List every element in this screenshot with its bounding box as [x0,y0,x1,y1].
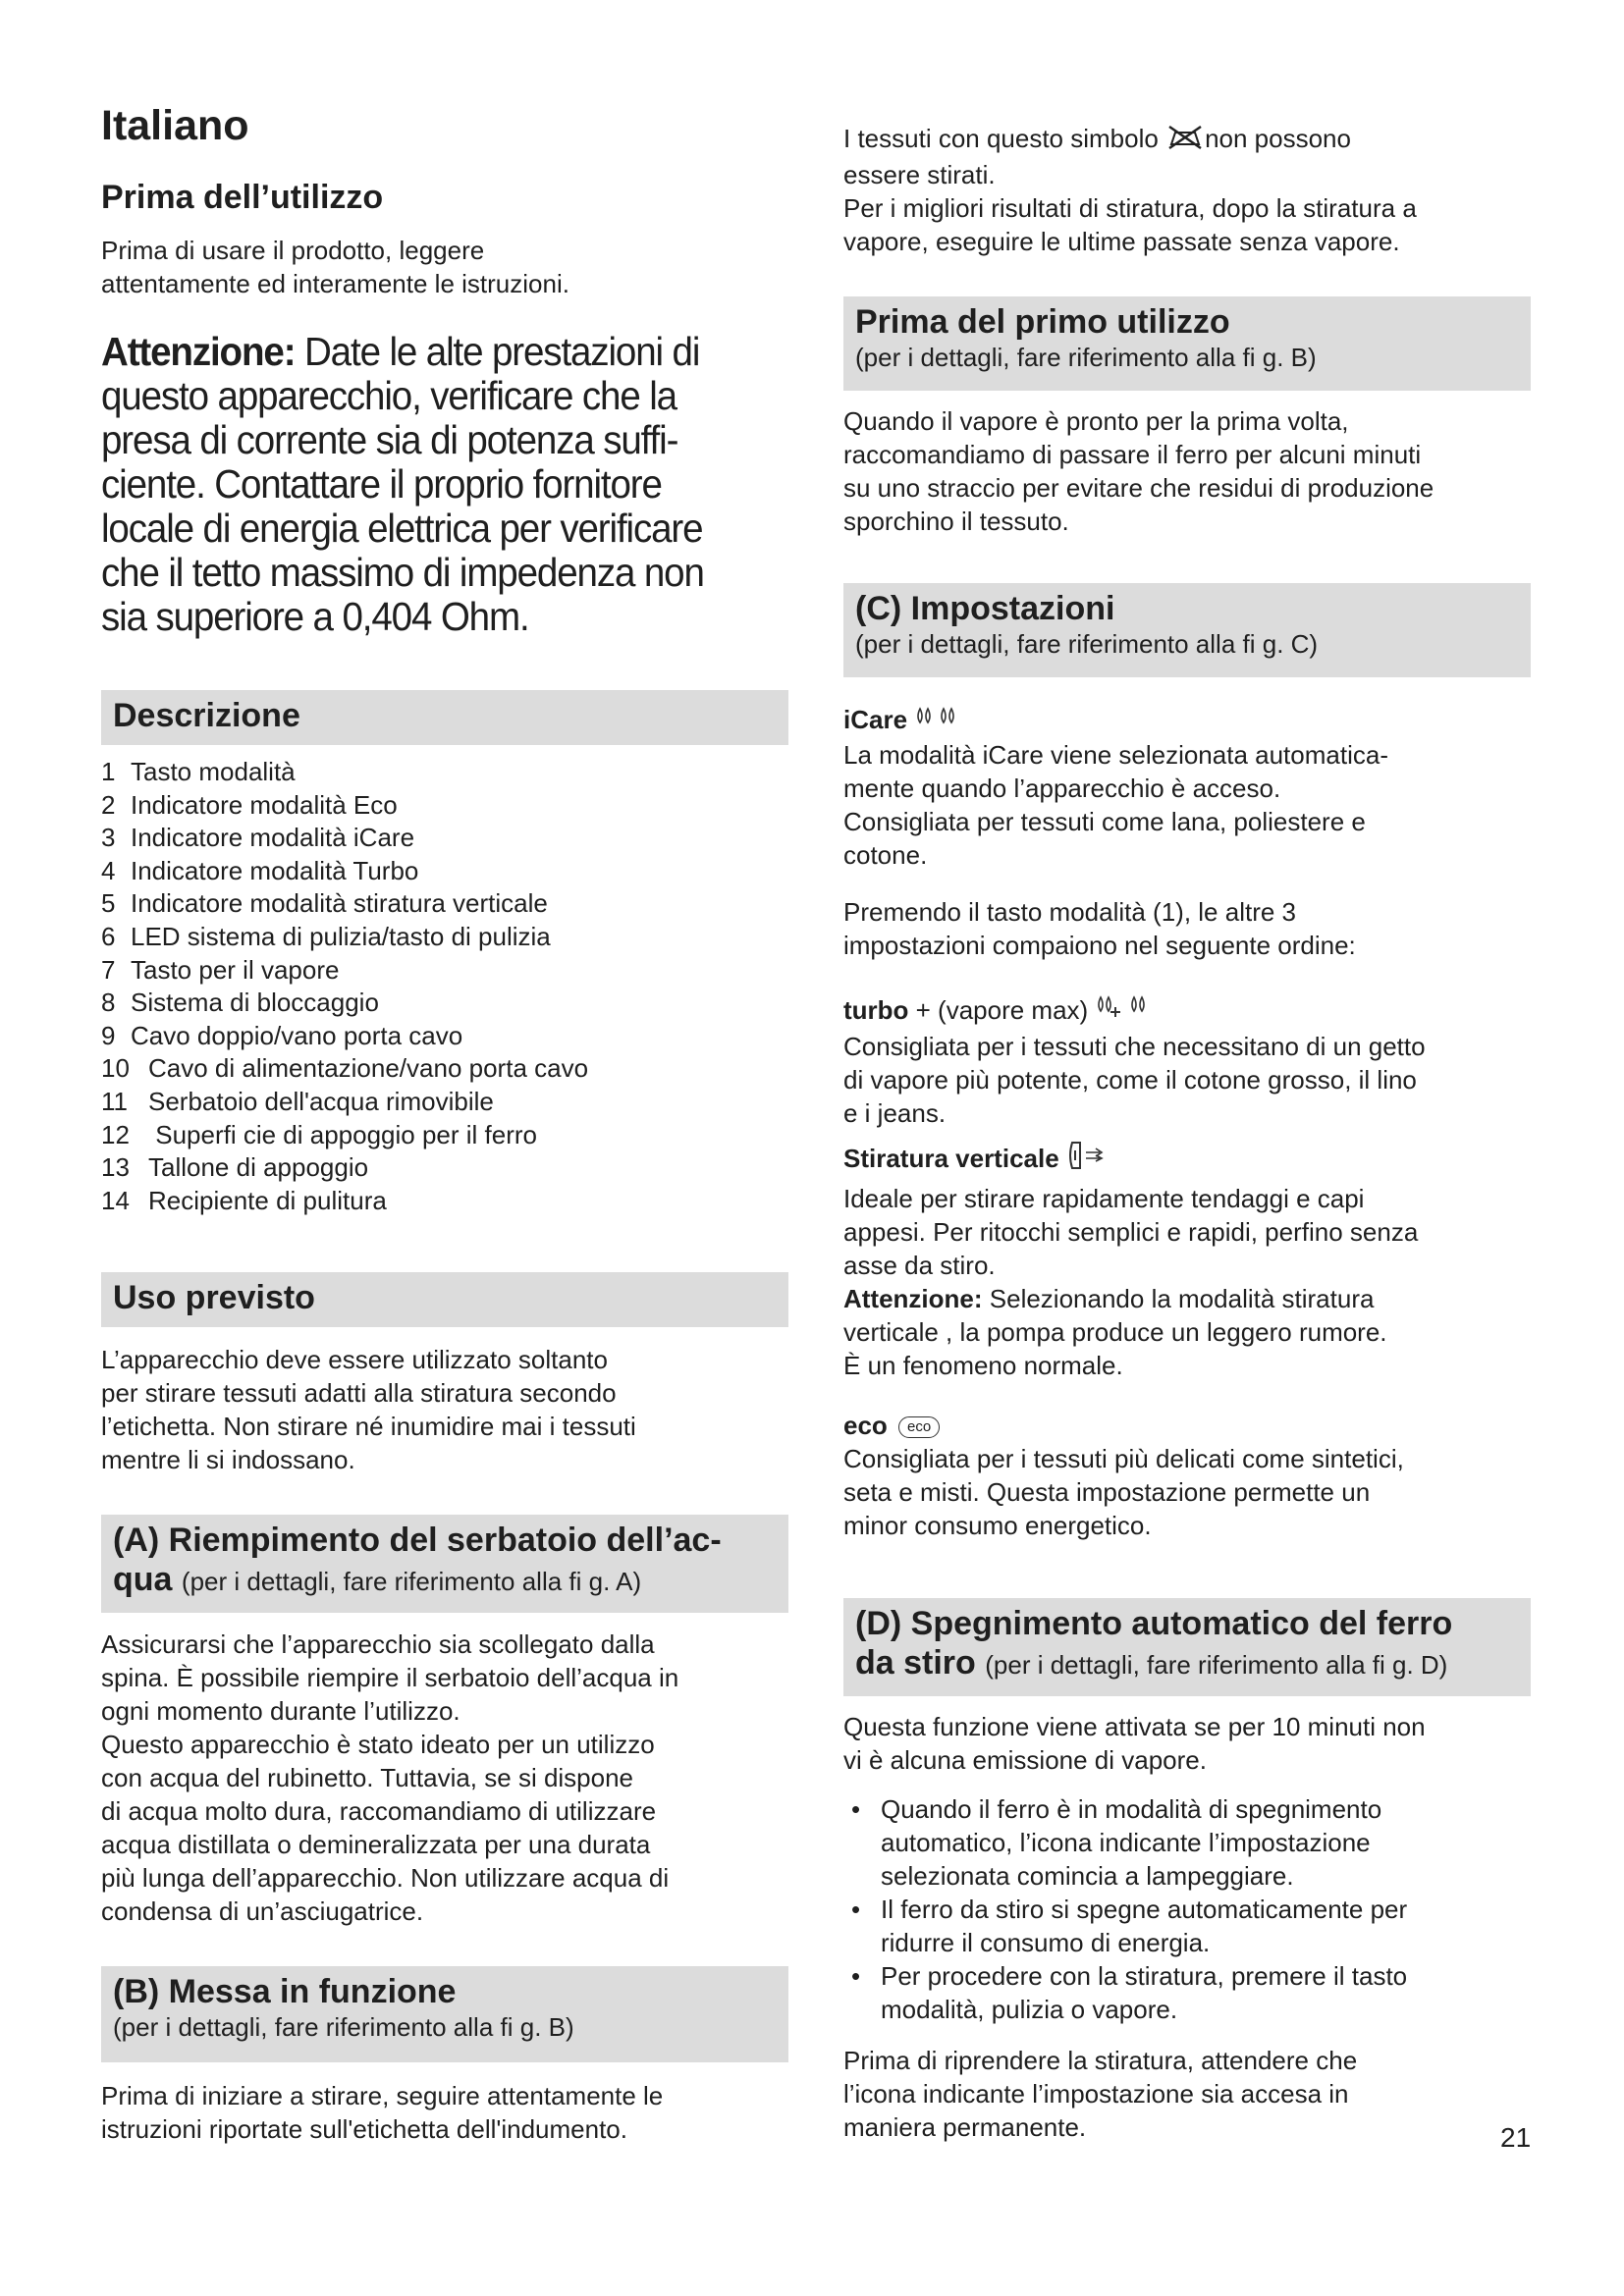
section-d-heading: (D) Spegnimento automatico del ferro [855,1605,1453,1642]
steam-drop-icon [914,705,957,738]
item-text: Indicatore modalità iCare [131,823,415,853]
list-item [101,855,588,888]
text-line: questo apparecchio, verificare che la [101,373,677,418]
item-number: 1 [101,757,116,786]
vertical-block [843,1139,1531,1382]
text-line: Questa funzione viene attivata se per 10 minuti non [843,1712,1426,1741]
text-line: Per procedere con la stiratura, premere il tasto [881,1961,1408,1991]
list-item [101,789,588,823]
text-line: e i jeans. [843,1098,947,1129]
text-line: minor consumo energetico. [843,1511,1152,1540]
text-line: raccomandiamo di passare il ferro per alcuni minuti [843,440,1422,469]
text-line: selezionata comincia a lampeggiare. [881,1861,1294,1891]
text-line: che il tetto massimo di impedenza non [101,550,704,595]
text-line: istruzioni riportate sull'etichetta dell'indumento. [101,2114,627,2144]
text-line: Consigliata per i tessuti che necessitano di un getto [843,1032,1426,1062]
item-number: 10 [101,1053,130,1084]
section-b-header [101,1966,788,2062]
turbo-label: turbo [843,995,909,1025]
text-line: presa di corrente sia di potenza suffi- [101,417,678,462]
item-number: 12 [101,1119,130,1149]
list-item [101,756,588,789]
section-c-subtitle: (per i dettagli, fare riferimento alla fi g. C) [855,629,1319,659]
text-line: cotone. [843,840,928,871]
bullet: • [851,1794,861,1824]
text-line: Date le alte prestazioni di [295,329,700,374]
text-line: appesi. Per ritocchi semplici e rapidi, perfino senza [843,1217,1419,1247]
text-line: Prima di riprendere la stiratura, attendere che [843,2046,1358,2075]
text-line: spina. È possibile riempire il serbatoio dell’acqua in [101,1663,679,1692]
item-text: Superfi cie di appoggio per il ferro [148,1119,538,1149]
premendo-text [843,895,1531,962]
text-line: ogni momento durante l’utilizzo. [101,1696,460,1726]
eco-label: eco [843,1411,888,1440]
text-line: È un fenomeno normale. [843,1351,1123,1380]
list-item [843,1792,1531,1893]
text-line: Consigliata per i tessuti più delicati come sintetici, [843,1444,1404,1473]
text-line: mente quando l’apparecchio è acceso. [843,774,1281,804]
icare-label: iCare [843,705,908,734]
item-number: 6 [101,921,116,951]
text-line: Quando il ferro è in modalità di spegnimento [881,1794,1382,1824]
vertical-steam-icon [1066,1139,1110,1182]
eco-badge-icon: eco [898,1416,940,1438]
item-text: Cavo di alimentazione/vano porta cavo [148,1053,589,1084]
descrizione-heading: Descrizione [113,697,300,734]
text-line: Premendo il tasto modalità (1), le altre 3 [843,897,1296,927]
item-number: 7 [101,954,116,985]
text-line: locale di energia elettrica per verificare [101,506,703,551]
item-text: Tasto modalità [131,757,296,786]
text-line: modalità, pulizia o vapore. [881,1995,1178,2024]
text-line: condensa di un’asciugatrice. [101,1896,424,1926]
list-item [101,822,588,855]
text-line: L’apparecchio deve essere utilizzato soltanto [101,1345,608,1374]
text-line: vi è alcuna emissione di vapore. [843,1745,1207,1775]
text-line: impostazioni compaiono nel seguente ordine: [843,931,1356,960]
item-number: 2 [101,789,116,820]
item-text: Recipiente di pulitura [148,1185,387,1215]
primo-utilizzo-text [843,404,1531,538]
text-line: Ideale per stirare rapidamente tendaggi e capi [843,1184,1365,1213]
text-line: ridurre il consumo di energia. [881,1928,1211,1957]
item-text: Sistema di bloccaggio [131,988,379,1018]
section-d-end-text [843,2044,1531,2144]
text-line: asse da stiro. [843,1251,996,1280]
list-item [843,1893,1531,1959]
primo-utilizzo-heading: Prima del primo utilizzo [855,303,1230,341]
section-c-header [843,583,1531,677]
item-text: Cavo doppio/vano porta cavo [131,1020,463,1050]
section-d-bullets [843,1792,1531,2026]
text-line: Quando il vapore è pronto per la prima volta, [843,406,1349,436]
attention-warning [101,330,747,639]
list-item [101,921,588,954]
eco-block [843,1409,1531,1542]
prima-utilizzo-text [101,234,788,300]
parts-list [101,756,588,1217]
text-line: La modalità iCare viene selezionata automatica- [843,740,1388,771]
section-a-text [101,1628,788,1928]
item-text: Serbatoio dell'acqua rimovibile [148,1086,494,1116]
text-line: + (vapore max) [908,995,1089,1025]
text-line: I tessuti con questo simbolo [843,124,1159,153]
descrizione-header [101,690,788,745]
turbo-block [843,993,1531,1130]
attention-label: Attenzione: [101,329,296,374]
list-item [101,987,588,1020]
list-item [101,1020,588,1053]
item-number: 4 [101,855,116,885]
intro-text [843,122,1531,258]
item-number: 13 [101,1152,130,1183]
text-line: verticale , la pompa produce un leggero rumore. [843,1317,1387,1347]
bullet: • [851,1961,861,1991]
section-b-heading: (B) Messa in funzione [113,1973,457,2010]
text-line: sia superiore a 0,404 Ohm. [101,594,529,639]
item-number: 5 [101,888,116,919]
text-line: Prima di iniziare a stirare, seguire attentamente le [101,2081,664,2110]
section-a-heading-cont: qua [113,1561,173,1598]
text-line: l’icona indicante l’impostazione sia accesa in [843,2079,1349,2109]
item-number: 3 [101,823,116,853]
text-line: Per i migliori risultati di stiratura, dopo la stiratura a [843,193,1417,224]
text-line: di vapore più potente, come il cotone grosso, il lino [843,1065,1417,1095]
list-item [843,1959,1531,2026]
prima-utilizzo-heading: Prima dell’utilizzo [101,179,384,216]
vertical-label: Stiratura verticale [843,1143,1059,1173]
bullet: • [851,1895,861,1924]
section-a-header [101,1515,788,1613]
item-text: LED sistema di pulizia/tasto di pulizia [131,921,551,951]
text-line: maniera permanente. [843,2112,1087,2142]
section-a-heading: (A) Riempimento del serbatoio dell’ac- [113,1522,722,1559]
text-line: acqua distillata o demineralizzata per una durata [101,1830,651,1859]
no-iron-icon [1165,123,1205,158]
vertical-attention-label: Attenzione: [843,1284,983,1313]
text-line: automatico, l’icona indicante l’impostazione [881,1828,1371,1857]
list-item [101,887,588,921]
section-d-text [843,1710,1531,1777]
icare-block [843,703,1531,872]
list-item [101,1185,588,1218]
text-line: attentamente ed interamente le istruzioni. [101,269,569,298]
page-number: 21 [1500,2122,1532,2153]
language-title: Italiano [101,102,249,149]
item-text: Tasto per il vapore [131,954,340,985]
text-line: Questo apparecchio è stato ideato per un utilizzo [101,1730,655,1759]
section-a-subtitle: (per i dettagli, fare riferimento alla fi g. A) [181,1567,642,1596]
section-d-subtitle: (per i dettagli, fare riferimento alla fi g. D) [985,1650,1448,1680]
turbo-steam-icon [1095,994,1154,1030]
primo-utilizzo-subtitle: (per i dettagli, fare riferimento alla fi g. B) [855,343,1317,372]
item-number: 11 [101,1086,128,1116]
item-text: Indicatore modalità stiratura verticale [131,888,548,919]
item-number: 9 [101,1020,116,1050]
list-item [101,1151,588,1185]
list-item [101,1086,588,1119]
text-line: Prima di usare il prodotto, leggere [101,236,485,265]
section-b-subtitle: (per i dettagli, fare riferimento alla fi g. B) [113,2012,574,2042]
text-line: sporchino il tessuto. [843,507,1069,536]
item-text: Tallone di appoggio [148,1152,369,1183]
text-line: Selezionando la modalità stiratura [982,1284,1375,1313]
item-number: 14 [101,1185,130,1215]
list-item [101,1119,588,1152]
uso-previsto-text [101,1343,788,1476]
text-line: su uno straccio per evitare che residui di produzione [843,473,1435,503]
item-text: Indicatore modalità Eco [131,789,398,820]
item-text: Indicatore modalità Turbo [131,855,419,885]
text-line: Consigliata per tessuti come lana, poliestere e [843,807,1366,837]
section-b-text [101,2079,788,2146]
text-line: Il ferro da stiro si spegne automaticamente per [881,1895,1408,1924]
text-line: con acqua del rubinetto. Tuttavia, se si dispone [101,1763,634,1792]
text-line: essere stirati. [843,160,996,190]
uso-previsto-header [101,1272,788,1327]
list-item [101,1052,588,1086]
text-line: l’etichetta. Non stirare né inumidire mai i tessuti [101,1412,636,1441]
section-c-heading: (C) Impostazioni [855,590,1115,627]
primo-utilizzo-header [843,296,1531,391]
section-d-header [843,1598,1531,1696]
section-d-heading-cont: da stiro [855,1644,976,1682]
text-line: di acqua molto dura, raccomandiamo di utilizzare [101,1796,657,1826]
text-line: seta e misti. Questa impostazione permette un [843,1477,1371,1507]
text-line: mentre li si indossano. [101,1445,355,1474]
item-number: 8 [101,988,116,1018]
uso-previsto-heading: Uso previsto [113,1279,315,1316]
text-line: ciente. Contattare il proprio fornitore [101,461,662,507]
text-line: Assicurarsi che l’apparecchio sia scollegato dalla [101,1629,655,1659]
text-line: più lunga dell’apparecchio. Non utilizzare acqua di [101,1863,670,1893]
text-line: vapore, eseguire le ultime passate senza vapore. [843,227,1400,257]
text-line: per stirare tessuti adatti alla stiratura secondo [101,1378,617,1408]
text-line: non possono [1205,124,1351,153]
list-item [101,954,588,988]
